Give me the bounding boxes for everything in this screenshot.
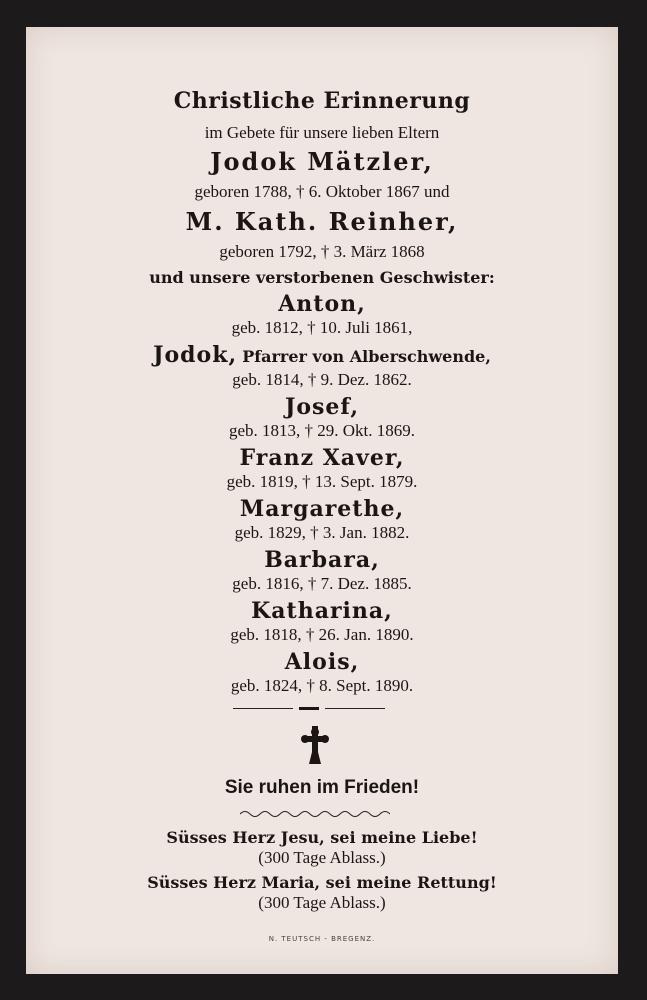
indulgence-note: (300 Tage Ablass.) bbox=[258, 848, 386, 867]
sibling-dates: geb. 1816, † 7. Dez. 1885. bbox=[232, 574, 412, 593]
sibling-name: Katharina, bbox=[251, 598, 393, 624]
father-name: Jodok Mätzler, bbox=[210, 147, 434, 176]
sibling-name: Josef, bbox=[284, 394, 360, 420]
card-subtitle: im Gebete für unsere lieben Eltern bbox=[204, 123, 440, 142]
indulgence-note: (300 Tage Ablass.) bbox=[258, 893, 386, 912]
sibling-name: Alois, bbox=[284, 649, 360, 675]
sibling-name: Franz Xaver, bbox=[239, 445, 405, 471]
father-dates: geboren 1788, † 6. Oktober 1867 und bbox=[194, 182, 450, 201]
sibling-dates: geb. 1829, † 3. Jan. 1882. bbox=[234, 523, 410, 542]
prayer-sacred-heart-mary: Süsses Herz Maria, sei meine Rettung! bbox=[147, 873, 497, 892]
rest-in-peace: Sie ruhen im Frieden! bbox=[224, 777, 420, 798]
card-title: Christliche Erinnerung bbox=[173, 88, 471, 114]
sibling-name: Barbara, bbox=[264, 547, 380, 573]
cross-icon bbox=[300, 724, 330, 768]
memorial-card bbox=[26, 27, 618, 974]
sibling-dates: geb. 1813, † 29. Okt. 1869. bbox=[228, 421, 416, 440]
sibling-dates: geb. 1814, † 9. Dez. 1862. bbox=[232, 370, 412, 389]
sibling-name: Anton, bbox=[278, 291, 366, 317]
printer-imprint: N. TEUTSCH - BREGENZ. bbox=[268, 935, 376, 943]
mother-name: M. Kath. Reinher, bbox=[185, 207, 459, 236]
sibling-dates: geb. 1812, † 10. Juli 1861, bbox=[231, 318, 413, 337]
sibling-name: Jodok, bbox=[153, 342, 238, 368]
sibling-name: Margarethe, bbox=[239, 496, 405, 522]
sibling-dates: geb. 1818, † 26. Jan. 1890. bbox=[230, 625, 414, 644]
sibling-dates: geb. 1819, † 13. Sept. 1879. bbox=[226, 472, 418, 491]
sibling-dates: geb. 1824, † 8. Sept. 1890. bbox=[230, 676, 414, 695]
sibling-occupation: Pfarrer von Alberschwende, bbox=[242, 347, 491, 366]
siblings-intro: und unsere verstorbenen Geschwister: bbox=[149, 268, 495, 287]
prayer-sacred-heart-jesus: Süsses Herz Jesu, sei meine Liebe! bbox=[166, 828, 478, 847]
ornamental-divider bbox=[233, 708, 385, 710]
sibling-jodok-line bbox=[26, 342, 618, 368]
mother-dates: geboren 1792, † 3. März 1868 bbox=[219, 242, 425, 261]
wavy-divider bbox=[240, 809, 390, 819]
